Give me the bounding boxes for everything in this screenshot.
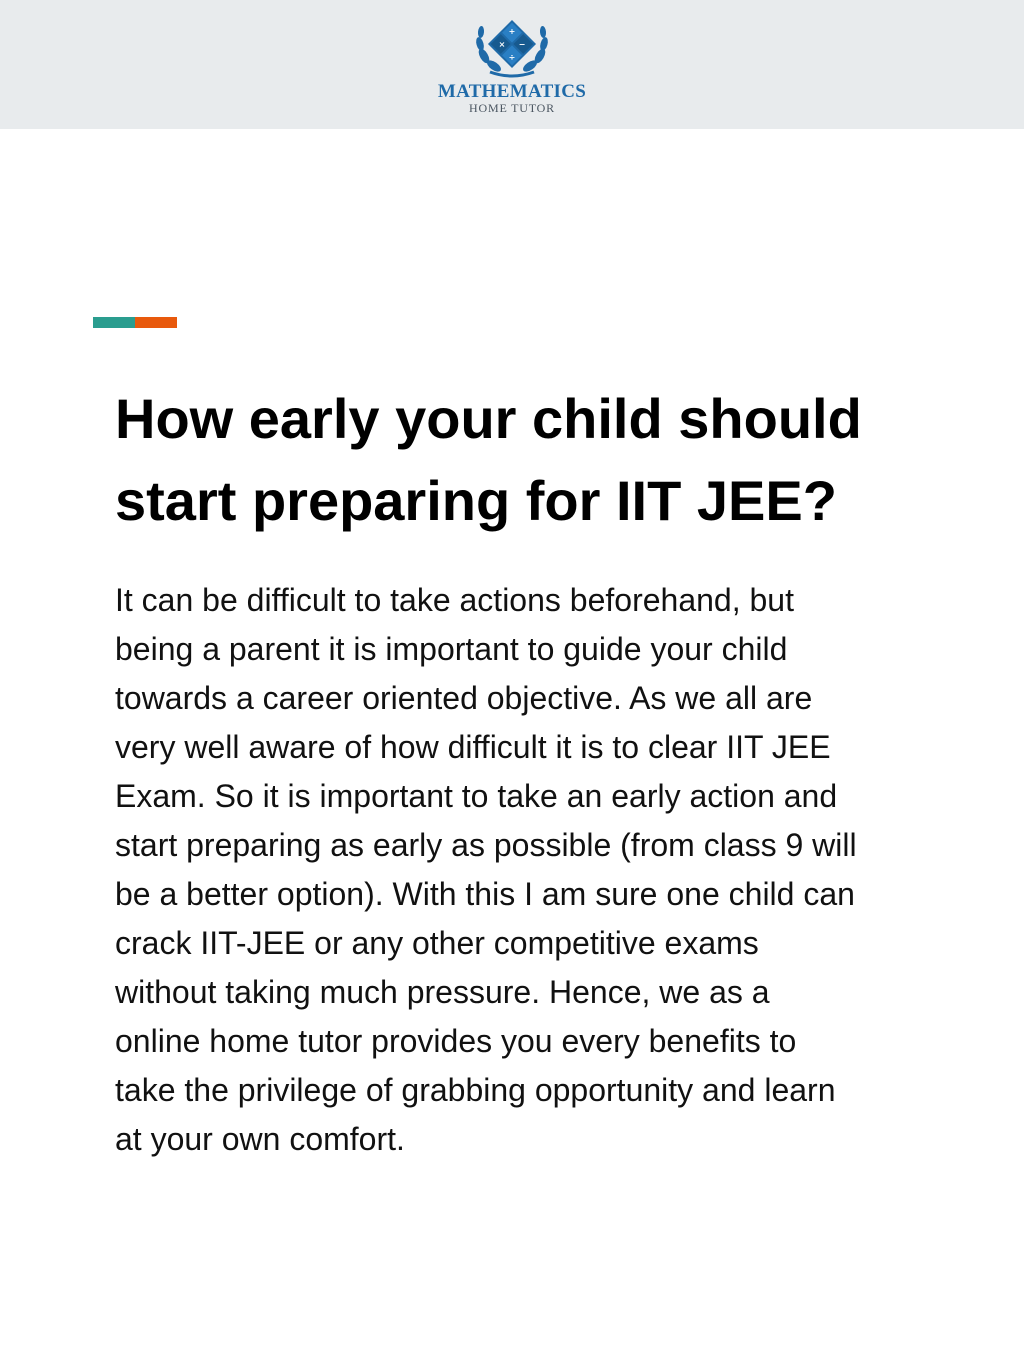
- accent-bar-orange: [135, 317, 177, 328]
- svg-text:×: ×: [498, 40, 506, 49]
- body-line: take the privilege of grabbing opportunity and learn: [115, 1072, 836, 1108]
- body-line: It can be difficult to take actions beforehand, but: [115, 582, 794, 618]
- mathematics-home-tutor-logo: [432, 14, 592, 124]
- math-shield-laurel-icon: [470, 14, 554, 80]
- logo-title: MATHEMATICS: [437, 81, 587, 102]
- svg-text:÷: ÷: [508, 53, 516, 62]
- body-line: online home tutor provides you every benefits to: [115, 1023, 797, 1059]
- svg-text:−: −: [518, 40, 526, 49]
- body-line: be a better option). With this I am sure one child can: [115, 876, 855, 912]
- body-line: very well aware of how difficult it is to clear IIT JEE: [115, 729, 831, 765]
- article-title: [115, 378, 995, 542]
- accent-bar-teal: [93, 317, 135, 328]
- body-line: at your own comfort.: [115, 1121, 405, 1157]
- accent-bar: [93, 317, 177, 328]
- body-line: start preparing as early as possible (from class 9 will: [115, 827, 857, 863]
- svg-text:+: +: [508, 27, 516, 36]
- body-line: without taking much pressure. Hence, we as a: [115, 974, 770, 1010]
- body-line: Exam. So it is important to take an early action and: [115, 778, 838, 814]
- body-line: crack IIT-JEE or any other competitive exams: [115, 925, 759, 961]
- body-line: towards a career oriented objective. As we all are: [115, 680, 813, 716]
- logo-subtitle: HOME TUTOR: [469, 101, 555, 115]
- article-title-line: start preparing for IIT JEE?: [115, 469, 837, 532]
- header-band: [0, 0, 1024, 129]
- article-body: [115, 576, 955, 1164]
- article-title-line: How early your child should: [115, 387, 862, 450]
- body-line: being a parent it is important to guide your child: [115, 631, 788, 667]
